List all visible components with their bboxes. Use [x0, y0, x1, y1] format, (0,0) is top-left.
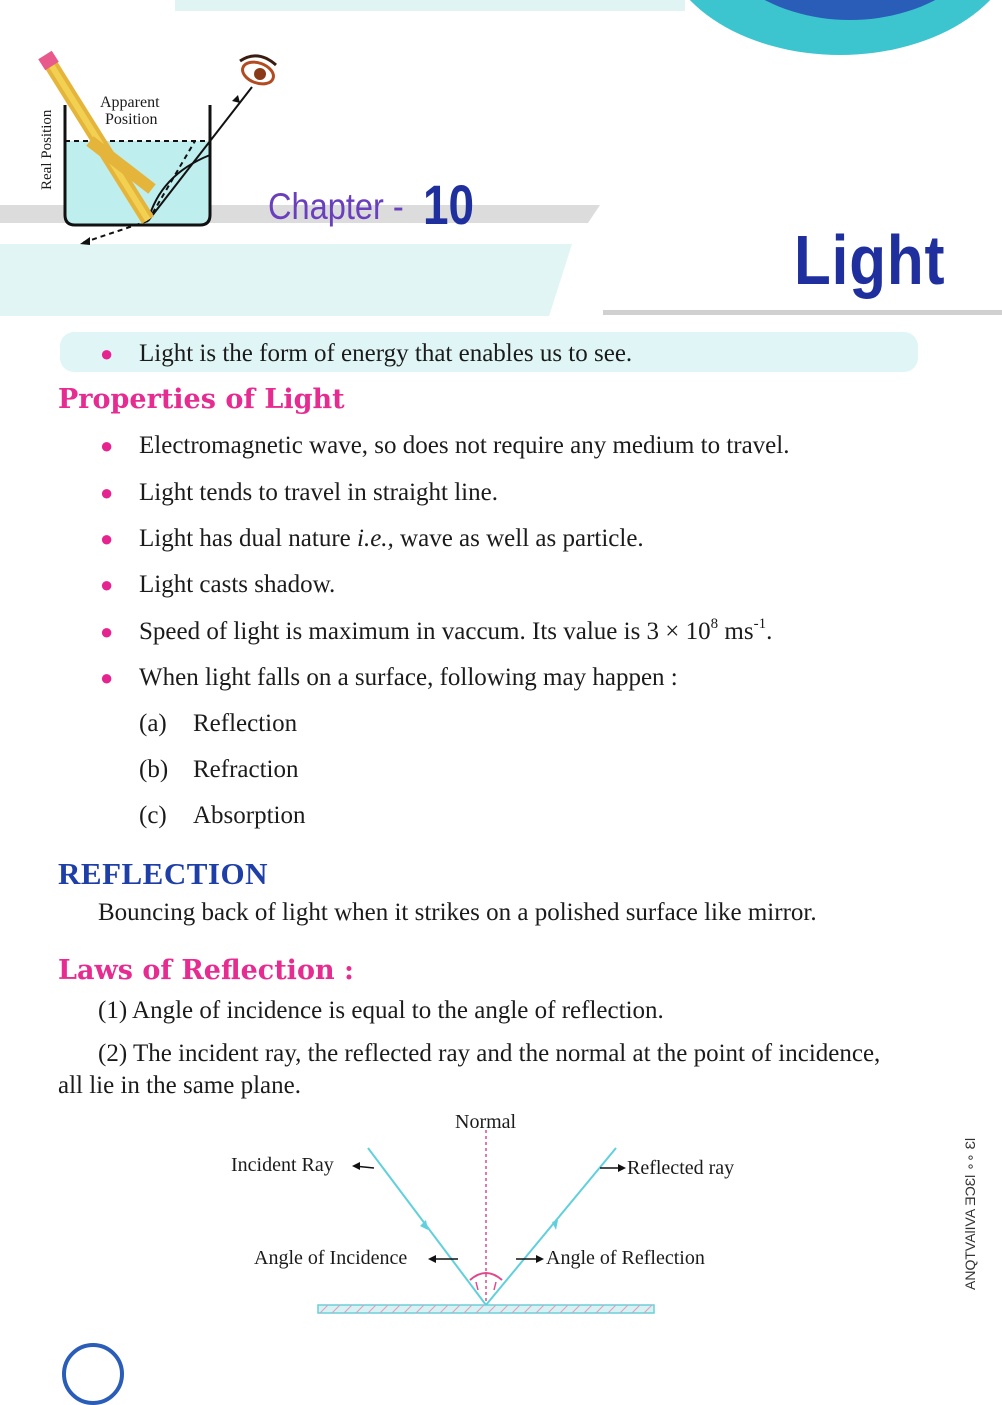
reflected-ray-label: Reflected ray: [627, 1157, 735, 1179]
intro-text: Light is the form of energy that enables us to see.: [139, 340, 633, 367]
bullet-icon: ●: [100, 619, 114, 644]
apparent-position-label-line1: Apparent: [100, 94, 160, 111]
sub-item-marker: (b): [139, 756, 169, 783]
sub-item-marker: (a): [139, 710, 167, 737]
speed-exponent: 8: [710, 616, 719, 632]
real-position-label: Real Position: [39, 109, 55, 190]
property-item-dual-nature: [139, 525, 644, 553]
header-top-strip: [175, 0, 685, 11]
sub-item-marker: (c): [139, 802, 167, 829]
dual-nature-text: Light has dual nature: [139, 525, 357, 552]
reflection-diagram: [300, 1130, 680, 1320]
angle-of-incidence-label: Angle of Incidence: [254, 1247, 408, 1269]
refraction-pencil-in-water-icon: [30, 45, 290, 250]
side-note: ANQTVAlIVA ƎƆƐƖ ∘∘ ƐƖ: [962, 1137, 978, 1290]
angle-of-reflection-label: Angle of Reflection: [546, 1247, 705, 1269]
bullet-icon: ●: [100, 480, 114, 505]
property-item: When light falls on a surface, following may happen :: [139, 664, 678, 691]
sub-item-text: Reflection: [193, 710, 298, 737]
bullet-icon: ●: [100, 665, 114, 690]
law-1: (1) Angle of incidence is equal to the angle of reflection.: [98, 997, 664, 1024]
normal-label: Normal: [455, 1111, 517, 1133]
bullet-icon: ●: [100, 572, 114, 597]
speed-end: .: [766, 618, 773, 645]
chapter-number: 10: [423, 173, 475, 236]
sub-item-text: Refraction: [193, 756, 299, 783]
dual-nature-italic: i.e.,: [357, 525, 394, 552]
property-item: Light tends to travel in straight line.: [139, 479, 498, 506]
bullet-icon: ●: [100, 341, 114, 366]
property-item: Electromagnetic wave, so does not require any medium to travel.: [139, 432, 790, 459]
speed-text: Speed of light is maximum in vaccum. Its value is 3 × 10: [139, 618, 711, 645]
law-2-line2: all lie in the same plane.: [58, 1072, 301, 1099]
page-title: Light: [794, 221, 946, 299]
bullet-icon: ●: [100, 433, 114, 458]
bullet-icon: ●: [100, 526, 114, 551]
laws-heading: Laws of Reflection :: [58, 955, 354, 986]
dual-nature-text-end: wave as well as particle.: [393, 525, 644, 552]
title-underline: [603, 310, 1002, 315]
incident-ray-label: Incident Ray: [231, 1154, 334, 1176]
page-corner-circle: [62, 1343, 124, 1405]
property-item-speed: [139, 618, 772, 646]
header-teal-band: [0, 244, 572, 316]
speed-unit: ms: [718, 618, 754, 645]
chapter-label: Chapter -: [268, 186, 404, 227]
properties-heading: Properties of Light: [58, 384, 345, 415]
property-item: Light casts shadow.: [139, 571, 336, 598]
reflection-definition: Bouncing back of light when it strikes on a polished surface like mirror.: [98, 899, 817, 926]
law-2-line1: (2) The incident ray, the reflected ray and the normal at the point of incidence,: [98, 1040, 881, 1067]
sub-item-text: Absorption: [193, 802, 306, 829]
speed-unit-exponent: -1: [753, 616, 767, 632]
reflection-heading: REFLECTION: [58, 856, 268, 891]
apparent-position-label-line2: Position: [105, 111, 158, 128]
